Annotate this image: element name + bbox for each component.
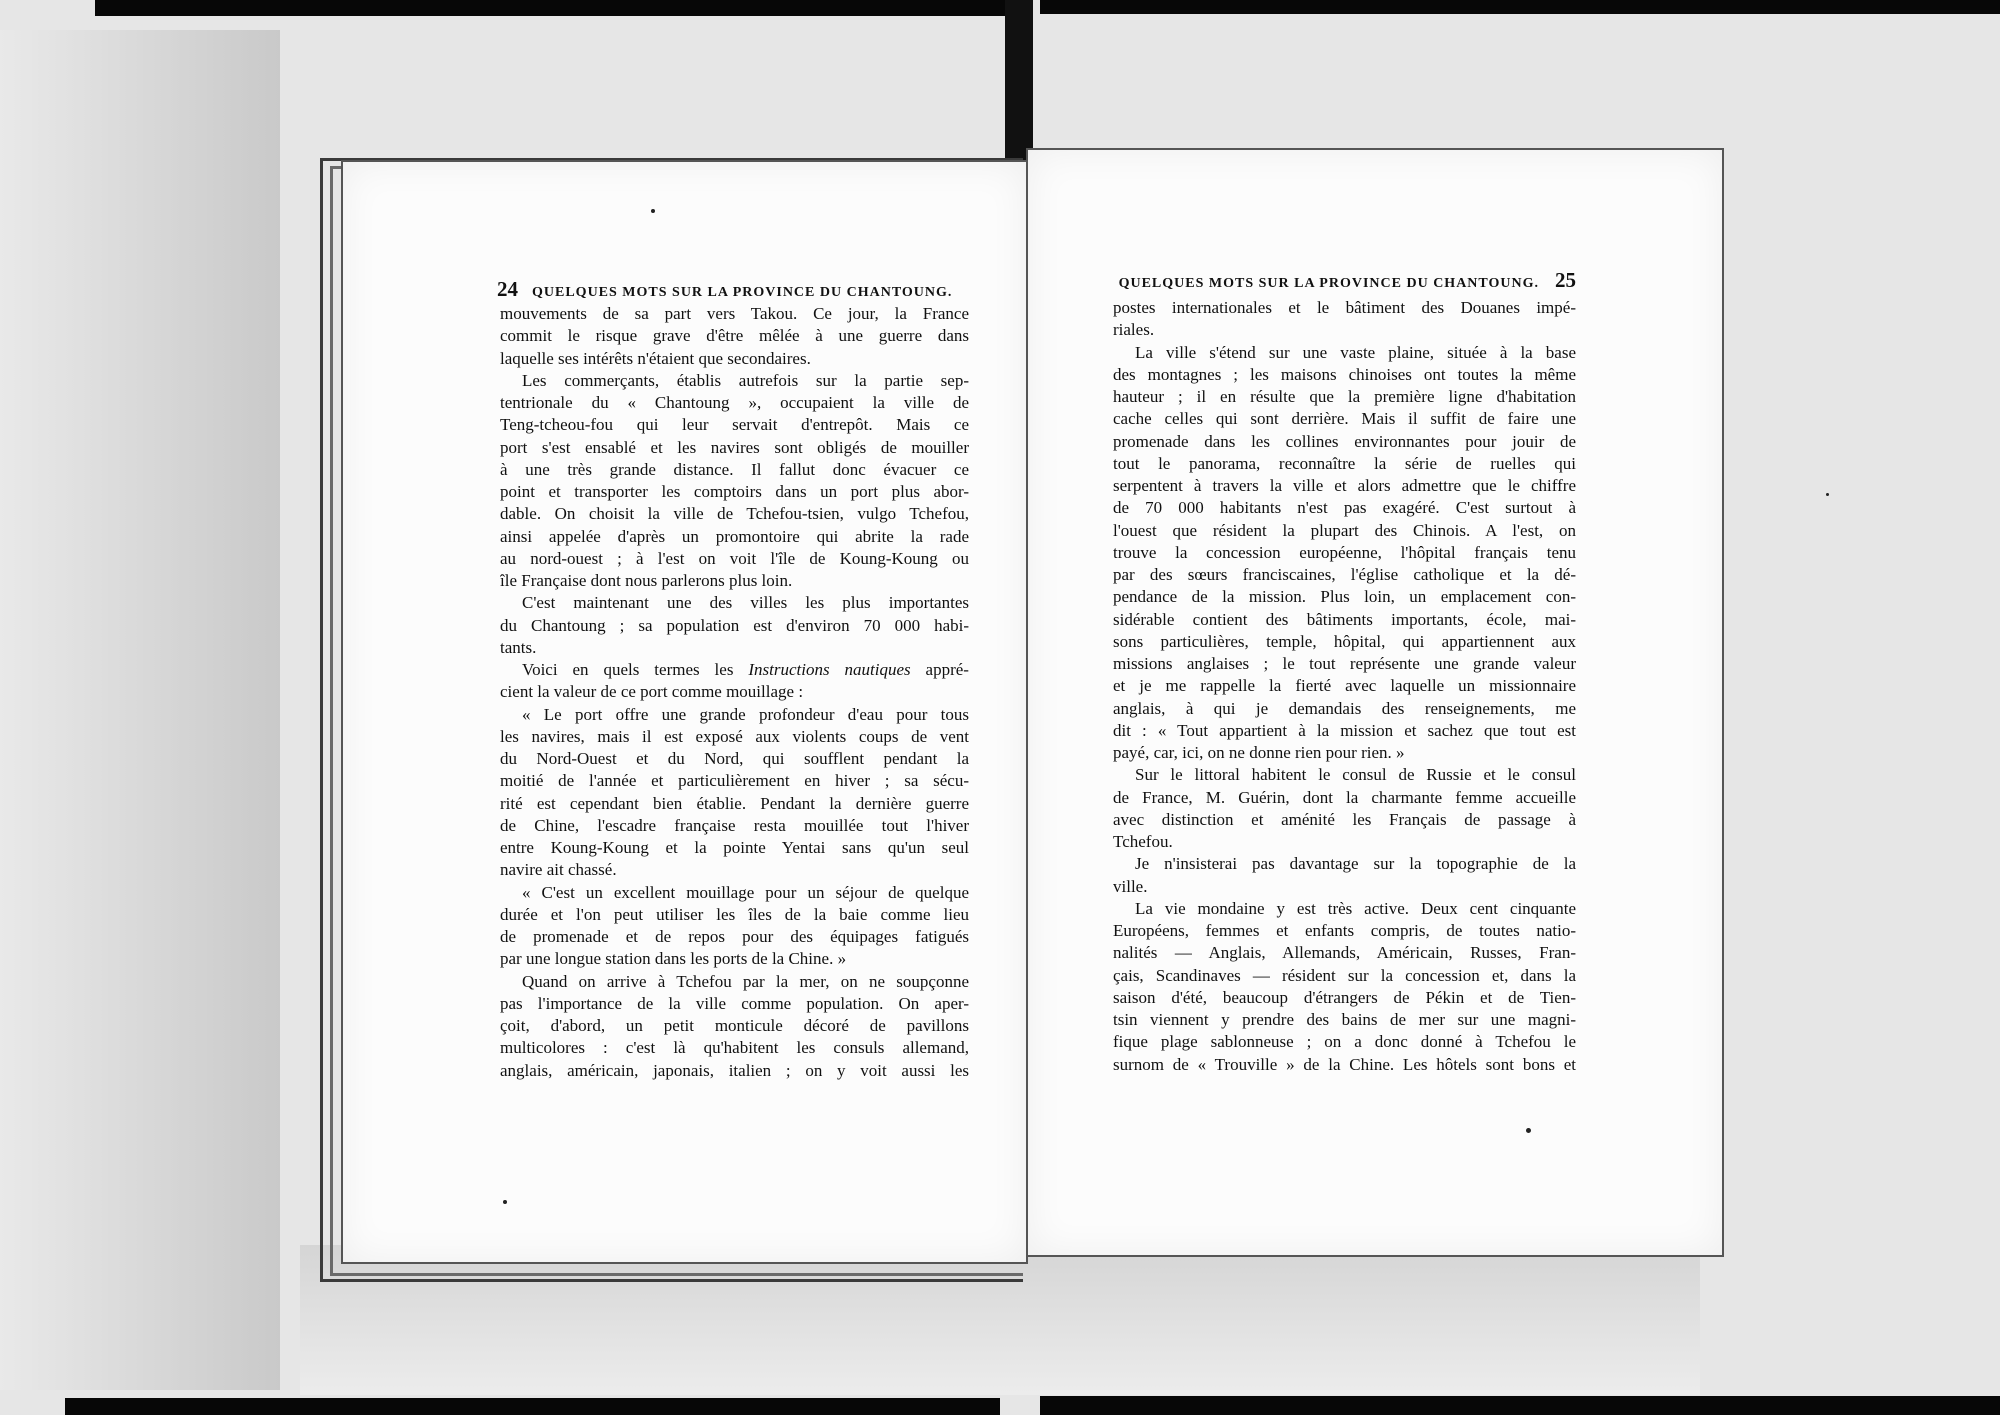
text-line: serpentent à travers la ville et alors admettre que le chiffre (1113, 476, 1576, 495)
text-line: du Nord-Ouest et du Nord, qui soufflent pendant la (500, 749, 969, 768)
text-line: navire ait chassé. (500, 860, 617, 880)
bottom-scan-band-left (65, 1398, 1000, 1415)
text-line: promenade dans les collines environnantes pour jouir de (1113, 431, 1576, 451)
left-background-shadow (0, 30, 280, 1390)
text-line: tentrionale du « Chantoung », occupaient la ville de (500, 393, 969, 412)
text-line: par des sœurs franciscaines, l'église catholique et la dé- (1113, 565, 1576, 584)
text-line: durée et l'on peut utiliser les îles de la baie comme lieu (500, 904, 969, 924)
text-line: La ville s'étend sur une vaste plaine, située à la base (1135, 342, 1576, 362)
text-line: Les commerçants, établis autrefois sur la partie sep- (522, 370, 969, 390)
right-page-number: 25 (1555, 268, 1576, 292)
text-line: missions anglaises ; le tout représente une grande valeur (1113, 654, 1576, 673)
ink-speck (651, 209, 655, 213)
left-page-number: 24 (497, 277, 518, 301)
right-running-head (1118, 268, 1576, 294)
text-line: de Chine, l'escadre française resta mouillée tout l'hiver (500, 815, 969, 835)
text-line: pendance de la mission. Plus loin, un emplacement con- (1113, 587, 1576, 607)
text-line: çoit, d'abord, un petit monticule décoré de pavillons (500, 1016, 969, 1035)
text-line: Quand on arrive à Tchefou par la mer, on ne soupçonne (522, 971, 969, 991)
left-running-head (497, 277, 967, 303)
text-line: port s'est ensablé et les navires sont obligés de mouiller (500, 437, 969, 457)
text-line: de promenade et de repos pour des équipages fatigués (500, 927, 969, 946)
text-line: et je me rappelle la fierté avec laquelle un missionnaire (1113, 676, 1576, 696)
text-line: commit le risque grave d'être mêlée à une guerre dans (500, 326, 969, 346)
text-line: île Française dont nous parlerons plus loin. (500, 571, 793, 590)
text-line: trouve la concession européenne, l'hôpital français tenu (1113, 542, 1576, 562)
text-line: surnom de « Trouville » de la Chine. Les hôtels sont bons et (1113, 1054, 1576, 1074)
text-line: des montagnes ; les maisons chinoises ont toutes la même (1113, 364, 1576, 384)
text-line: ainsi appelée d'après un promontoire qui abrite la rade (500, 526, 969, 546)
right-body-text (1113, 297, 1576, 1076)
text-line: point et transporter les comptoirs dans un port plus abor- (500, 482, 969, 501)
text-line: ville. (1113, 876, 1148, 896)
text-line: cient la valeur de ce port comme mouillage : (500, 682, 804, 702)
text-line: hauteur ; il en résulte que la première ligne d'habitation (1113, 387, 1576, 406)
text-line: nalités — Anglais, Allemands, Américain, Russes, Fran- (1113, 943, 1576, 963)
text-line: tout le panorama, reconnaître la série de ruelles qui (1113, 453, 1576, 473)
top-scan-band-right (1040, 0, 2000, 14)
text-line: de 70 000 habitants n'est pas exagéré. C'est surtout à (1113, 498, 1576, 518)
text-line: mouvements de sa part vers Takou. Ce jour, la France (500, 304, 969, 323)
left-running-head-title: QUELQUES MOTS SUR LA PROVINCE DU CHANTOUNG. (532, 285, 953, 300)
text-line: les navires, mais il est exposé aux violents coups de vent (500, 726, 969, 746)
bottom-scan-band-right (1040, 1396, 2000, 1415)
text-line: fique plage sablonneuse ; on a donc donné à Tchefou le (1113, 1032, 1576, 1052)
text-line: Teng-tcheou-fou qui leur servait d'entrepôt. Mais ce (500, 415, 969, 435)
text-line: sons particulières, temple, hôpital, qui appartiennent aux (1113, 631, 1576, 651)
text-line: tants. (500, 637, 537, 657)
text-line: sidérable contient des bâtiments importants, école, mai- (1113, 609, 1576, 629)
text-line: saison d'été, beaucoup d'étrangers de Pékin et de Tien- (1113, 987, 1576, 1007)
text-line: de France, M. Guérin, dont la charmante femme accueille (1113, 787, 1576, 807)
text-line: à une très grande distance. Il fallut donc évacuer ce (500, 459, 969, 479)
text-line: rité est cependant bien établie. Pendant la dernière guerre (500, 793, 969, 813)
text-line: Sur le littoral habitent le consul de Russie et le consul (1135, 765, 1576, 785)
text-line: du Chantoung ; sa population est d'environ 70 000 habi- (500, 615, 969, 635)
ink-speck (1826, 493, 1829, 496)
right-running-head-title: QUELQUES MOTS SUR LA PROVINCE DU CHANTOUNG. (1118, 276, 1539, 291)
text-line: moitié de l'année et particulièrement en hiver ; sa sécu- (500, 771, 969, 791)
text-line: entre Koung-Koung et la pointe Yentai sans qu'un seul (500, 838, 969, 857)
text-line: avec distinction et aménité les Français de passage à (1113, 809, 1576, 829)
text-line: « Le port offre une grande profondeur d'eau pour tous (522, 704, 969, 724)
text-line: postes internationales et le bâtiment des Douanes impé- (1113, 298, 1576, 317)
text-line: anglais, américain, japonais, italien ; on y voit aussi les (500, 1060, 969, 1080)
top-scan-band-left (95, 0, 1005, 16)
text-line: cache celles qui sont derrière. Mais il suffit de faire une (1113, 409, 1576, 429)
text-line: payé, car, ici, on ne donne rien pour rien. » (1113, 743, 1405, 762)
text-line: par une longue station dans les ports de la Chine. » (500, 949, 847, 969)
text-line: C'est maintenant une des villes les plus importantes (522, 593, 969, 613)
text-line: tsin viennent y prendre des bains de mer sur une magni- (1113, 1010, 1576, 1029)
text-line: « C'est un excellent mouillage pour un séjour de quelque (522, 882, 969, 902)
text-line: riales. (1113, 320, 1155, 340)
text-line: çais, Scandinaves — résident sur la concession et, dans la (1113, 965, 1576, 985)
text-line: l'ouest que résident la plupart des Chinois. A l'est, on (1113, 520, 1576, 540)
text-line: laquelle ses intérêts n'étaient que secondaires. (500, 348, 811, 368)
text-line: pas l'importance de la ville comme population. On aper- (500, 993, 969, 1013)
text-line: anglais, à qui je demandais des renseignements, me (1113, 698, 1576, 718)
text-line: au nord-ouest ; à l'est on voit l'île de Koung-Koung ou (500, 548, 969, 568)
ink-speck (503, 1200, 507, 1204)
left-body-text (500, 303, 969, 1082)
text-line: Voici en quels termes les Instructions nautiques appré- (522, 660, 969, 679)
text-line: dable. On choisit la ville de Tchefou-tsien, vulgo Tchefou, (500, 504, 969, 524)
spine-shadow-top (1005, 0, 1033, 160)
text-line: Tchefou. (1113, 832, 1173, 851)
text-line: Je n'insisterai pas davantage sur la topographie de la (1135, 854, 1576, 874)
text-line: La vie mondaine y est très active. Deux cent cinquante (1135, 898, 1576, 918)
text-line: dit : « Tout appartient à la mission et sachez que tout est (1113, 720, 1576, 740)
text-line: multicolores : c'est là qu'habitent les consuls allemand, (500, 1038, 969, 1058)
text-line: Européens, femmes et enfants compris, de toutes natio- (1113, 921, 1576, 940)
ink-speck (1526, 1128, 1531, 1133)
